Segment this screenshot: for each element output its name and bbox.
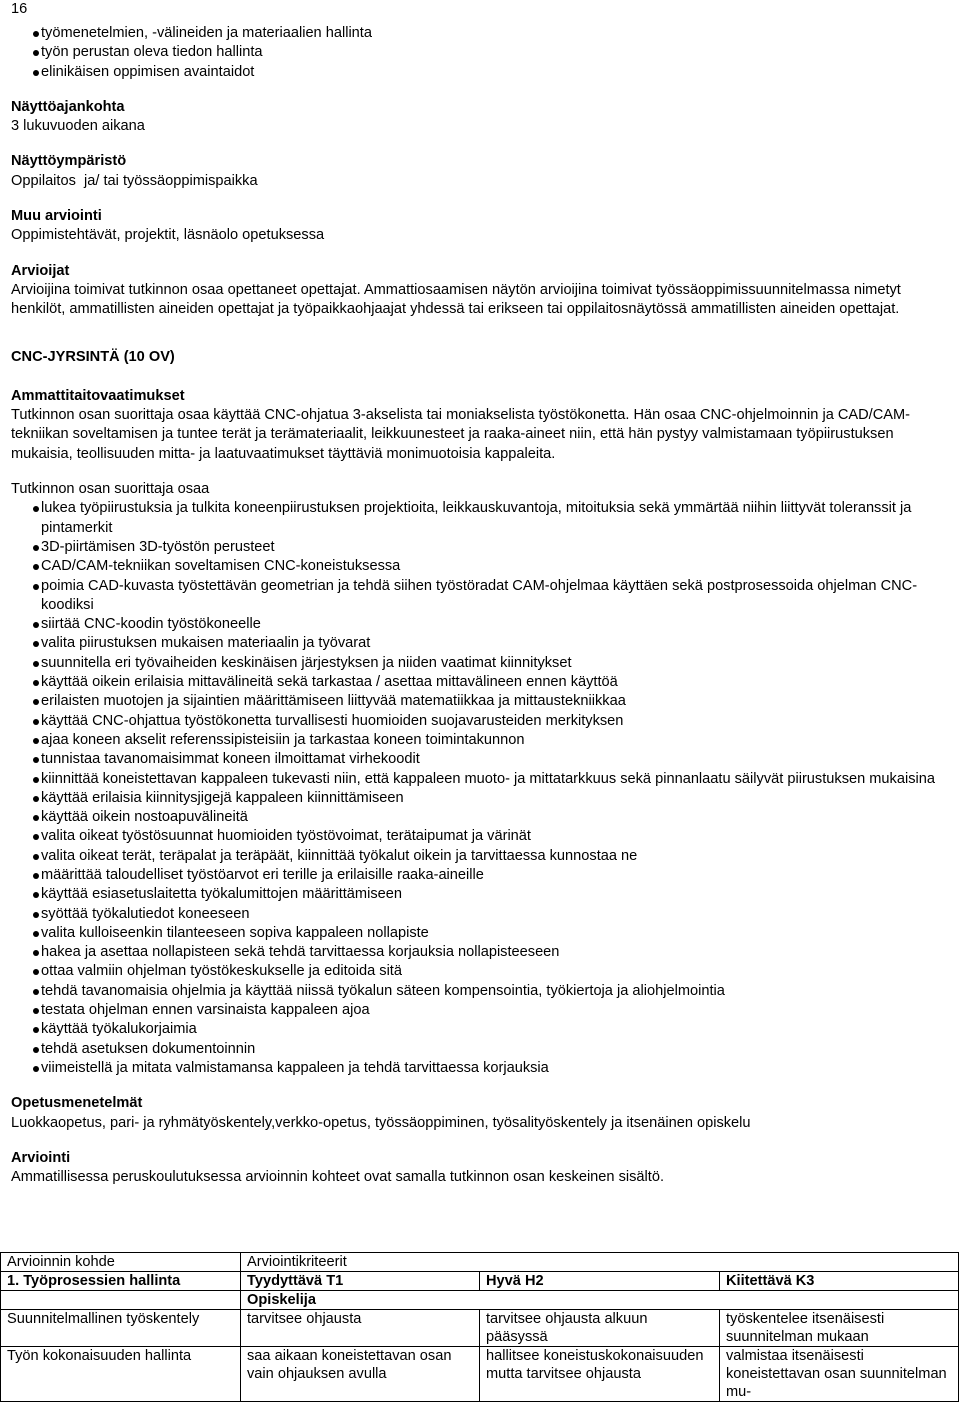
ammattitaito-text: Tutkinnon osan suorittaja osaa käyttää CNC-ohjatua 3-akselista tai moniakselista työstökonetta. Hän osaa CNC-ohjelmoinnin ja CAD/CAM-tekniikan soveltamisen ja tuntee terät ja terämateriaalit, leikkuunesteet ja raaka-aineet niin, että hän pystyy valmistamaan työpiirustuksen mukaisia, teollisuuden mitta- ja laatuvaatimukset täyttäviä monimuotoisia kappaleita.	[11, 407, 911, 462]
table-cell: Suunnitelmallinen työskentely	[1, 1310, 241, 1347]
skill-item: valita oikeat terät, teräpalat ja teräpäät, kiinnittää työkalut oikein ja tarvittaessa kunnostaa ne	[11, 847, 941, 866]
section-title: CNC-JYRSINTÄ (10 OV)	[11, 348, 175, 365]
nayttoajankohta-text: 3 lukuvuoden aikana	[11, 118, 145, 135]
nayttoymparisto-heading: Näyttöympäristö	[11, 153, 127, 170]
skill-item: siirtää CNC-koodin työstökoneelle	[11, 615, 941, 634]
nayttoajankohta-heading: Näyttöajankohta	[11, 98, 125, 115]
table-row	[1, 1272, 959, 1291]
skill-item: lukea työpiirustuksia ja tulkita koneenpiirustuksen projektioita, leikkauskuvantoja, mitoituksia sekä ymmärtää niihin liittyvät toleranssit ja pintamerkit	[11, 499, 941, 538]
skill-item: kiinnittää koneistettavan kappaleen tukevasti niin, että kappaleen muoto- ja mittatarkkuus sekä pinnanlaatu säilyvät piirustuksen mukaisina	[11, 770, 941, 789]
suorittaja-intro: Tutkinnon osan suorittaja osaa	[11, 481, 210, 498]
skill-item: syöttää työkalutiedot koneeseen	[11, 905, 941, 924]
table-row	[1, 1253, 959, 1272]
arviointi-heading: Arviointi	[11, 1149, 71, 1166]
skill-item: suunnitella eri työvaiheiden keskinäisen järjestyksen ja niiden vaatimat kiinnitykset	[11, 654, 941, 673]
skill-item: poimia CAD-kuvasta työstettävän geometrian ja tehdä siihen työstöradat CAM-ohjelmaa käyttäen sekä postprosessoida ohjelman CNC-koodiksi	[11, 577, 941, 616]
ammattitaito-heading: Ammattitaitovaatimukset	[11, 387, 185, 404]
skill-item: käyttää työkalukorjaimia	[11, 1020, 941, 1039]
table-cell-opiskelija: Opiskelija	[241, 1291, 959, 1310]
nayttoymparisto-text: Oppilaitos ja/ tai työssäoppimispaikka	[11, 172, 258, 189]
table-header-kriteerit: Arviointikriteerit	[241, 1253, 959, 1272]
assessment-table	[0, 1252, 959, 1402]
arvioijat-text: Arvioijina toimivat tutkinnon osaa opettaneet opettajat. Ammattiosaamisen näytön arvioijina toimivat työssäoppimissuunnitelmassa nimetyt henkilöt, ammatillisten aineiden opettajat ja työpaikkaohjaajat yhdessä tai erikseen tai oppilaitosnäytössä ammatillisten aineiden opettajat.	[11, 281, 901, 318]
opetusmenetelmat-heading: Opetusmenetelmät	[11, 1095, 143, 1112]
table-cell: Työn kokonaisuuden hallinta	[1, 1347, 241, 1402]
skill-item: testata ohjelman ennen varsinaista kappaleen ajoa	[11, 1001, 941, 1020]
table-cell: tarvitsee ohjausta alkuun pääsyssä	[480, 1310, 720, 1347]
table-row	[1, 1310, 959, 1347]
skill-item: määrittää taloudelliset työstöarvot eri terille ja erilaisille raaka-aineille	[11, 866, 941, 885]
skill-item: valita kulloiseenkin tilanteeseen sopiva kappaleen nollapiste	[11, 924, 941, 943]
skill-item: käyttää oikein erilaisia mittavälineitä sekä tarkastaa / asettaa mittavälineen ennen käyttöä	[11, 673, 941, 692]
skill-item: viimeistellä ja mitata valmistamansa kappaleen ja tehdä tarvittaessa korjauksia	[11, 1059, 941, 1078]
table-cell: Kiitettävä K3	[720, 1272, 959, 1291]
document-body	[11, 24, 941, 1187]
skill-item: tunnistaa tavanomaisimmat koneen ilmoittamat virhekoodit	[11, 750, 941, 769]
muu-arviointi-heading: Muu arviointi	[11, 208, 102, 225]
table-cell	[1, 1291, 241, 1310]
skill-item: tehdä asetuksen dokumentoinnin	[11, 1040, 941, 1059]
skills-list	[11, 499, 941, 1078]
skill-item: käyttää esiasetuslaitetta työkalumittojen määrittämiseen	[11, 885, 941, 904]
page-number: 16	[11, 1, 28, 17]
skill-item: käyttää CNC-ohjattua työstökonetta turvallisesti huomioiden suojavarusteiden merkityksen	[11, 712, 941, 731]
assessment-table-wrapper	[0, 1252, 960, 1402]
table-cell: valmistaa itsenäisesti koneistettavan osan suunnitelman mu-	[720, 1347, 959, 1402]
skill-item: valita oikeat työstösuunnat huomioiden työstövoimat, terätaipumat ja värinät	[11, 827, 941, 846]
table-row	[1, 1347, 959, 1402]
list-item: työmenetelmien, -välineiden ja materiaalien hallinta	[11, 24, 941, 43]
arvioijat-heading: Arvioijat	[11, 262, 70, 279]
table-cell: työskentelee itsenäisesti suunnitelman mukaan	[720, 1310, 959, 1347]
table-cell: tarvitsee ohjausta	[241, 1310, 480, 1347]
skill-item: käyttää erilaisia kiinnitysjigejä kappaleen kiinnittämiseen	[11, 789, 941, 808]
table-header-kohde: Arvioinnin kohde	[1, 1253, 241, 1272]
opetusmenetelmat-text: Luokkaopetus, pari- ja ryhmätyöskentely,verkko-opetus, työssäoppiminen, työsalityöskentely ja itsenäinen opiskelu	[11, 1114, 751, 1131]
skill-item: CAD/CAM-tekniikan soveltamisen CNC-koneistuksessa	[11, 557, 941, 576]
table-row	[1, 1291, 959, 1310]
list-item: työn perustan oleva tiedon hallinta	[11, 43, 941, 62]
skill-item: 3D-piirtämisen 3D-työstön perusteet	[11, 538, 941, 557]
list-item: elinikäisen oppimisen avaintaidot	[11, 63, 941, 82]
table-cell: saa aikaan koneistettavan osan vain ohjauksen avulla	[241, 1347, 480, 1402]
top-bullet-list	[11, 24, 941, 82]
table-cell: Tyydyttävä T1	[241, 1272, 480, 1291]
skill-item: tehdä tavanomaisia ohjelmia ja käyttää niissä työkalun säteen kompensointia, työkiertoja ja aliohjelmointia	[11, 982, 941, 1001]
arviointi-text: Ammatillisessa peruskoulutuksessa arvioinnin kohteet ovat samalla tutkinnon osan keskeinen sisältö.	[11, 1169, 665, 1186]
skill-item: käyttää oikein nostoapuvälineitä	[11, 808, 941, 827]
muu-arviointi-text: Oppimistehtävät, projektit, läsnäolo opetuksessa	[11, 227, 325, 244]
table-cell: hallitsee koneistuskokonaisuuden mutta tarvitsee ohjausta	[480, 1347, 720, 1402]
skill-item: erilaisten muotojen ja sijaintien määrittämiseen liittyvää matematiikkaa ja mittaustekniikkaa	[11, 692, 941, 711]
skill-item: hakea ja asettaa nollapisteen sekä tehdä tarvittaessa korjauksia nollapisteeseen	[11, 943, 941, 962]
skill-item: ajaa koneen akselit referenssipisteisiin ja tarkastaa koneen toimintakunnon	[11, 731, 941, 750]
table-cell: Hyvä H2	[480, 1272, 720, 1291]
table-cell: 1. Työprosessien hallinta	[1, 1272, 241, 1291]
skill-item: valita piirustuksen mukaisen materiaalin ja työvarat	[11, 634, 941, 653]
skill-item: ottaa valmiin ohjelman työstökeskukselle ja editoida sitä	[11, 962, 941, 981]
